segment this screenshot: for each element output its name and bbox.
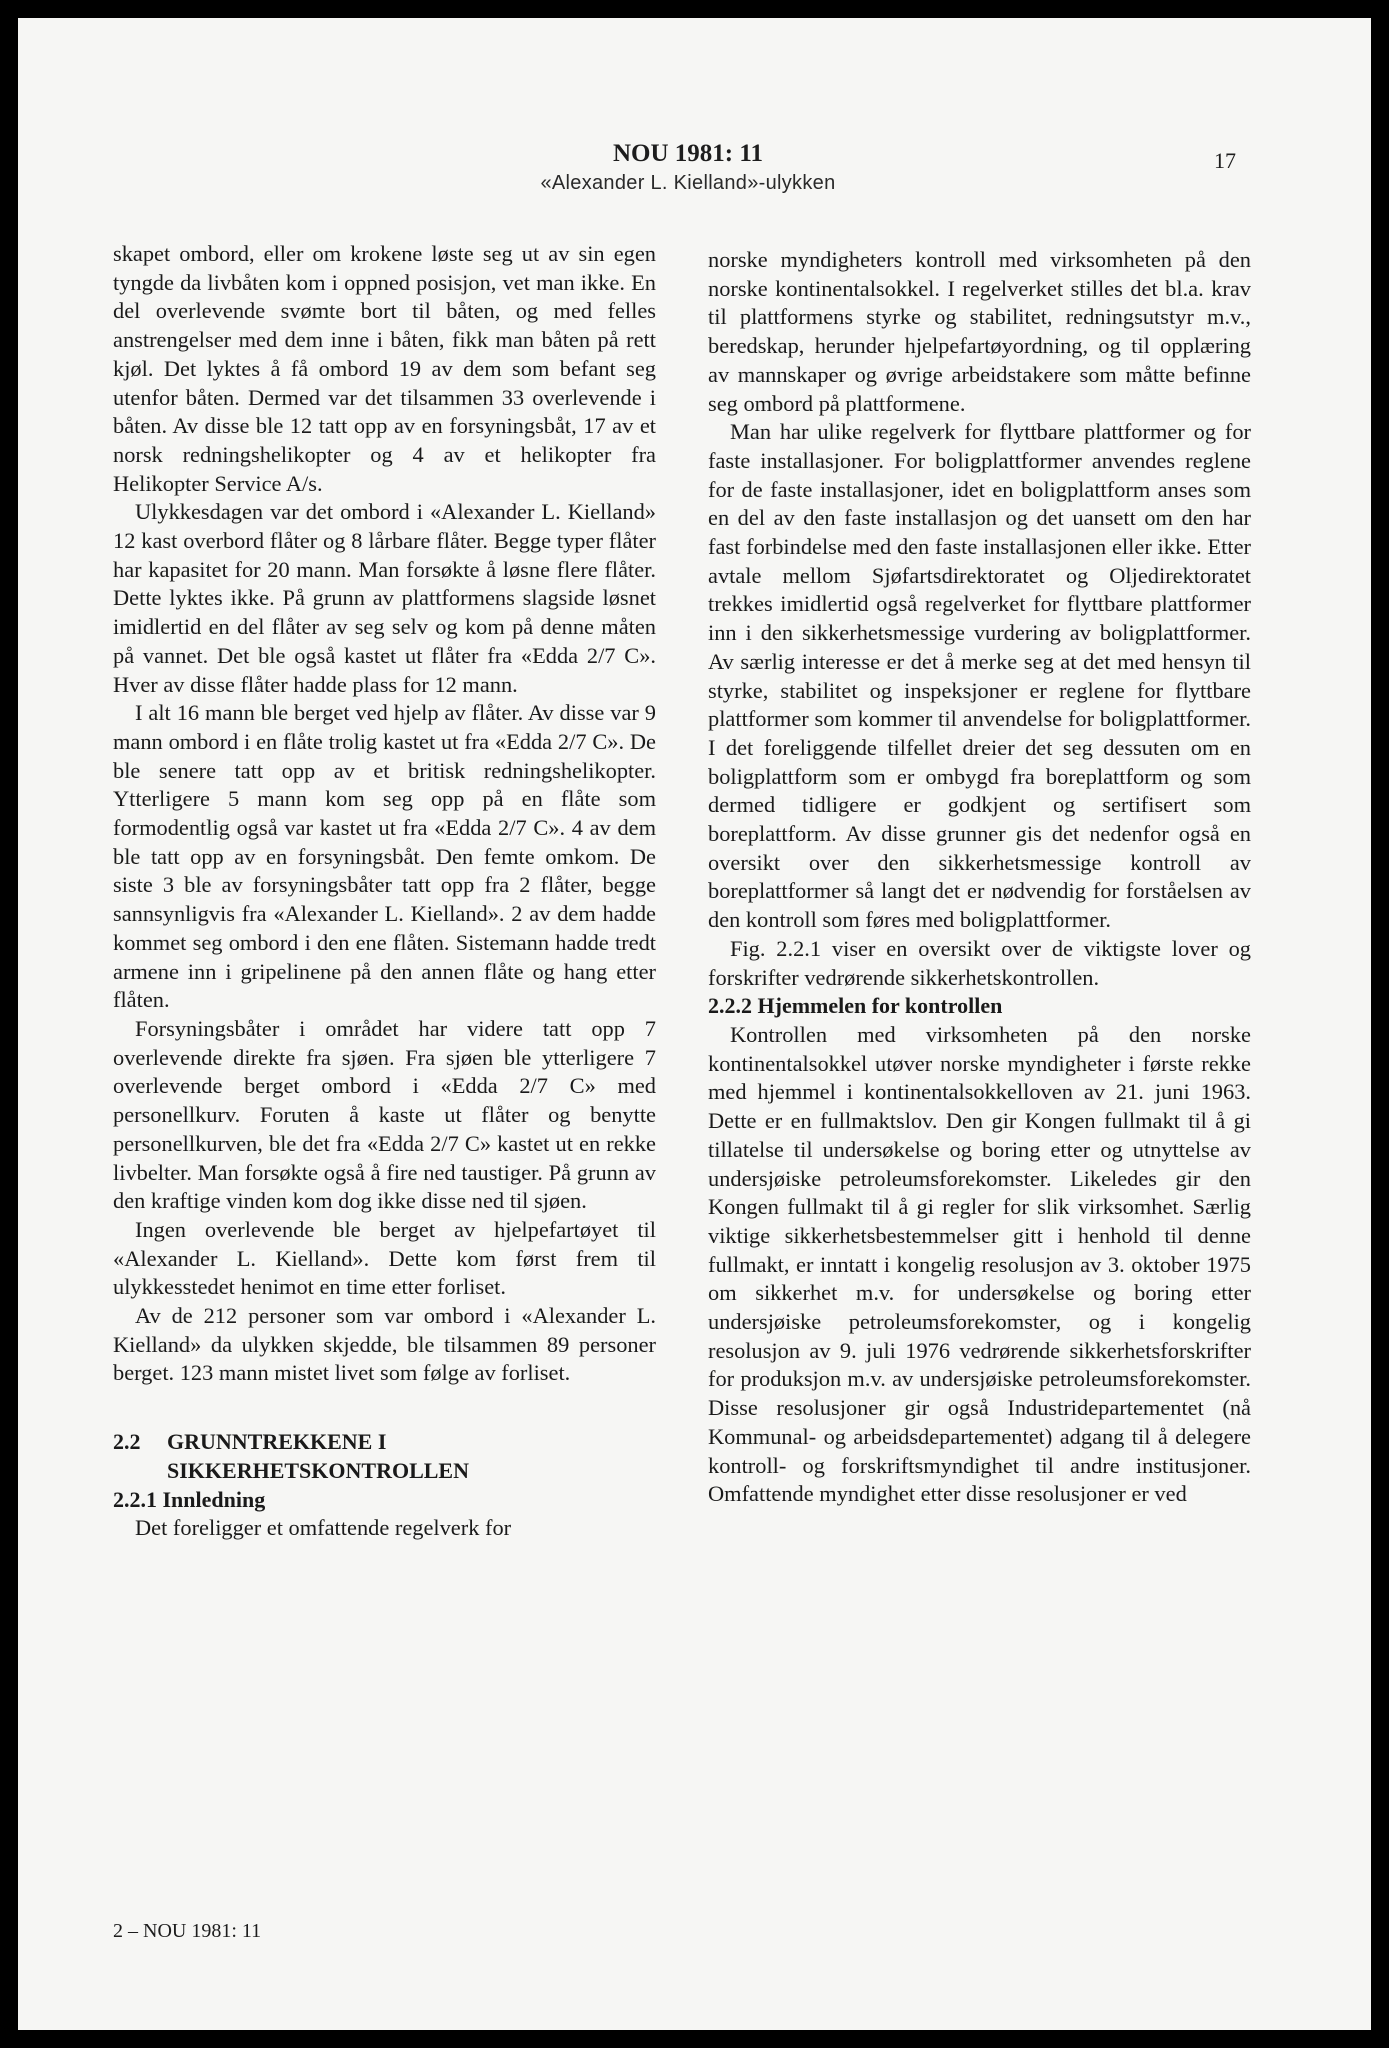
- paragraph: Fig. 2.2.1 viser en oversikt over de viktigste lover og forskrifter vedrørende sikkerhetskontrollen.: [708, 935, 1251, 990]
- document-page: [18, 18, 1371, 2030]
- report-title: NOU 1981: 11: [613, 140, 763, 167]
- page-number: 17: [1214, 148, 1236, 173]
- paragraph: Forsyningsbåter i området har videre tatt opp 7 overlevende direkte fra sjøen. Fra sjøen ble ytterligere 7 overlevende berget ombord i «Edda 2/7 C» med personellkurv. Foruten å kaste ut flåter og benytte personellkurven, ble det fra «Edda 2/7 C» kastet ut en rekke livbelter. Man forsøkte også å fire ned taustiger. På grunn av den kraftige vinden kom dog ikke disse ned til sjøen.: [113, 1015, 656, 1214]
- section-number: 2.2: [113, 1429, 141, 1455]
- paragraph: Av de 212 personer som var ombord i «Alexander L. Kielland» da ulykken skjedde, ble tilsammen 89 personer berget. 123 mann mistet livet som følge av forliset.: [113, 1303, 656, 1386]
- paragraph: Det foreligger et omfattende regelverk for: [135, 1515, 512, 1541]
- paragraph: skapet ombord, eller om krokene løste seg ut av sin egen tyngde da livbåten kom i oppned posisjon, vet man ikke. En del overlevende svømte bort til båten, og med felles anstrengelser med dem inne i båten, fikk man båten på rett kjøl. Det lyktes å få ombord 19 av dem som befant seg utenfor båten. Dermed var det tilsammen 33 overlevende i båten. Av disse ble 12 tatt opp av en forsyningsbåt, 17 av et norsk redningshelikopter og 4 av et helikopter fra Helikopter Service A/s.: [113, 241, 656, 496]
- right-column: [708, 246, 1251, 1509]
- section-heading-2-2-2: 2.2.2 Hjemmelen for kontrollen: [708, 993, 1003, 1019]
- paragraph: Ingen overlevende ble berget av hjelpefartøyet til «Alexander L. Kielland». Dette kom først frem til ulykkesstedet henimot en time etter forliset.: [113, 1216, 656, 1300]
- paragraph: Kontrollen med virksomheten på den norske kontinentalsokkel utøver norske myndigheter i første rekke med hjemmel i kontinentalsokkelloven av 21. juni 1963. Dette er en fullmaktslov. Den gir Kongen fullmakt til å gi tillatelse til undersøkelse og boring etter og utnyttelse av undersjøiske petroleumsforekomster. Likeledes gir den Kongen fullmakt til å gi regler for slik virksomhet. Særlig viktige sikkerhetsbestemmelser gitt i henhold til denne fullmakt, er inntatt i kongelig resolusjon av 3. oktober 1975 om sikkerhet m.v. for undersøkelse og boring etter undersjøiske petroleumsforekomster, og i kongelig resolusjon av 9. juli 1976 vedrørende sikkerhetsforskrifter for produksjon m.v. av undersjøiske petroleumsforekomster. Disse resolusjoner gir også Industridepartementet (nå Kommunal- og arbeidsdepartementet) adgang til å delegere kontroll- og forskriftsmyndighet til andre institusjoner. Omfattende myndighet etter disse resolusjoner er ved: [708, 1021, 1251, 1507]
- paragraph: I alt 16 mann ble berget ved hjelp av flåter. Av disse var 9 mann ombord i en flåte trolig kastet ut fra «Edda 2/7 C». De ble senere tatt opp av et britisk redningshelikopter. Ytterligere 5 mann kom seg opp på en flåte som formodentlig også var kastet ut fra «Edda 2/7 C». 4 av dem ble tatt opp av en forsyningsbåt. Den femte omkom. De siste 3 ble av forsyningsbåter tatt opp fra 2 flåter, begge sannsynligvis fra «Alexander L. Kielland». 2 av dem hadde kommet seg ombord i den ene flåten. Sistemann hadde tredt armene inn i gripelinene på den annen flåte og hang etter flåten.: [113, 700, 656, 1013]
- report-subtitle: «Alexander L. Kielland»-ulykken: [540, 172, 836, 194]
- section-heading-2-2-1: 2.2.1 Innledning: [113, 1486, 266, 1512]
- paragraph: norske myndigheters kontroll med virksomheten på den norske kontinentalsokkel. I regelverket stilles det bl.a. krav til plattformens styrke og stabilitet, redningsutstyr m.v., beredskap, herunder hjelpefartøyordning, og til opplæring av mannskaper og øvrige arbeidstakere som måtte befinne seg ombord på plattformene.: [708, 247, 1251, 416]
- section-heading-2-2: [113, 1428, 656, 1485]
- paragraph: Man har ulike regelverk for flyttbare plattformer og for faste installasjoner. For boligplattformer anvendes reglene for de faste installasjoner, idet en boligplattform anses som en del av den faste installasjon og det uansett om den har fast forbindelse med den faste installasjonen eller ikke. Etter avtale mellom Sjøfartsdirektoratet og Oljedirektoratet trekkes imidlertid også regelverket for flyttbare plattformer inn i den sikkerhetsmessige vurdering av boligplattformer. Av særlig interesse er det å merke seg at det med hensyn til styrke, stabilitet og inspeksjoner er reglene for flyttbare plattformer som kommer til anvendelse for boligplattformer. I det foreliggende tilfellet dreier det seg dessuten om en boligplattform som er ombygd fra boreplattform og som dermed tidligere er godkjent og sertifisert som boreplattform. Av disse grunner gis det nedenfor også en oversikt over den sikkerhetsmessige kontroll av boreplattformer så langt det er nødvendig for forståelsen av den kontroll som føres med boligplattformer.: [708, 419, 1251, 933]
- section-title: GRUNNTREKKENE I SIKKERHETSKONTROLLEN: [167, 1429, 469, 1483]
- paragraph: Ulykkesdagen var det ombord i «Alexander L. Kielland» 12 kast overbord flåter og 8 lårbare flåter. Begge typer flåter har kapasitet for 20 mann. Man forsøkte å løsne flere flåter. Dette lyktes ikke. På grunn av plattformens slagside løsnet imidlertid en del flåter av seg selv og kom på denne måten på vannet. Det ble også kastet ut flåter fra «Edda 2/7 C». Hver av disse flåter hadde plass for 12 mann.: [113, 499, 656, 697]
- left-column: [113, 240, 656, 1543]
- footer-signature: 2 – NOU 1981: 11: [113, 1920, 262, 1942]
